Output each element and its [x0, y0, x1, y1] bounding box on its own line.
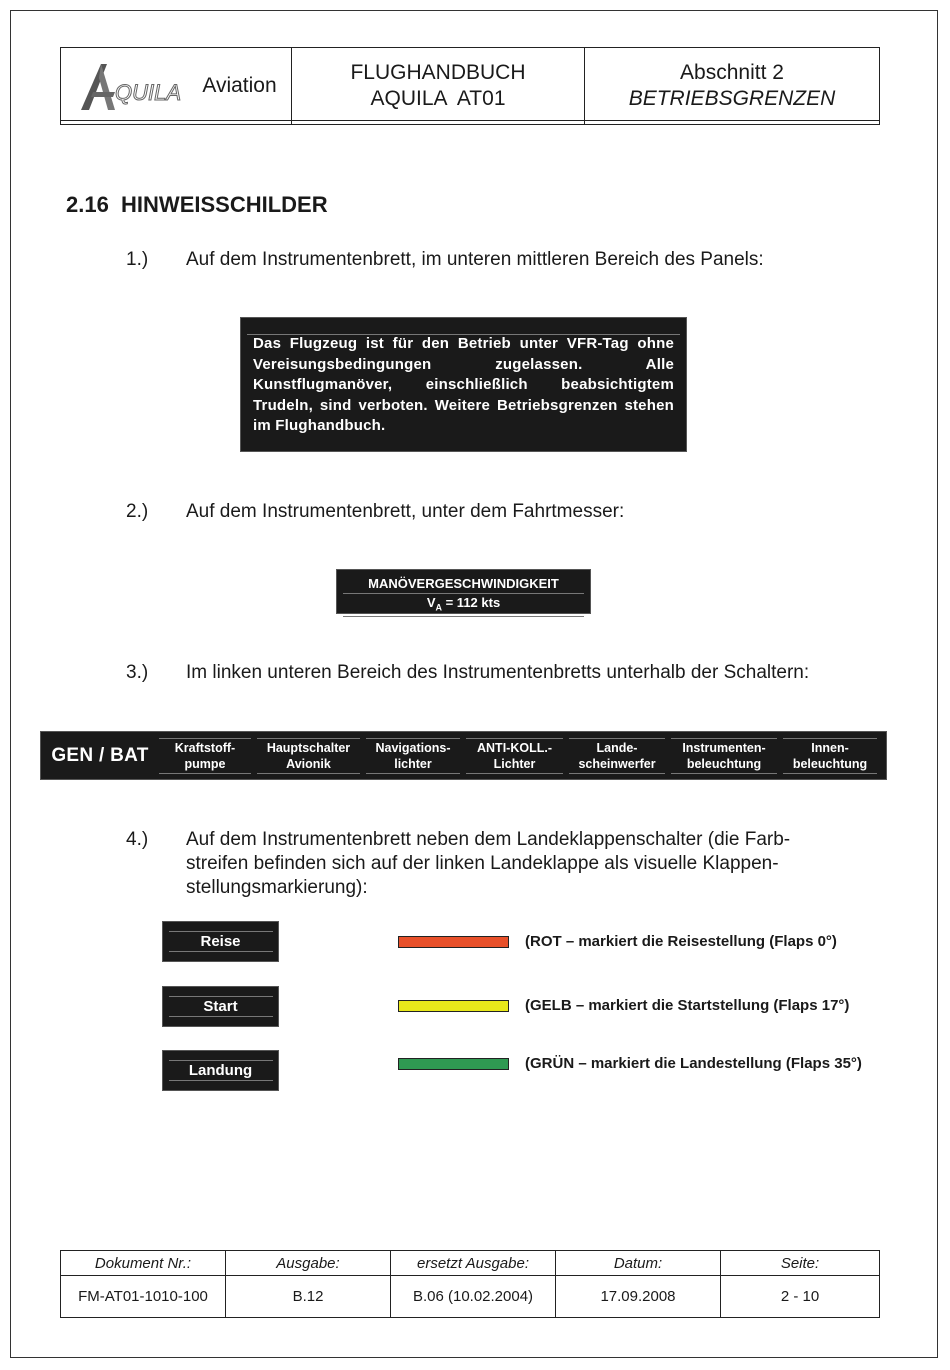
footer-header: ersetzt Ausgabe:	[391, 1251, 556, 1276]
switch-label-line: ANTI-KOLL.-	[466, 738, 563, 756]
manual-title	[292, 48, 585, 124]
title-line-1: FLUGHANDBUCH	[350, 61, 526, 84]
section-name: BETRIEBSGRENZEN	[628, 87, 836, 110]
footer-value-row	[61, 1276, 880, 1318]
document-number: FM-AT01-1010-100	[61, 1276, 226, 1318]
switch-label-placard	[40, 731, 887, 780]
switch-label-line: Innen-	[783, 738, 877, 756]
switch-label-anti-coll	[466, 738, 563, 774]
section-number: Abschnitt 2	[680, 61, 784, 84]
notice-placard	[240, 317, 687, 452]
switch-label-line: Instrumenten-	[671, 738, 777, 756]
logo-suffix: Aviation	[202, 74, 277, 97]
switch-label-line: beleuchtung	[783, 756, 877, 774]
switch-label-line: Hauptschalter	[257, 738, 360, 756]
speed-symbol: V	[426, 595, 436, 610]
flap-placard-label: Start	[169, 996, 273, 1017]
replaced-edition: B.06 (10.02.2004)	[391, 1276, 556, 1318]
footer-header: Seite:	[721, 1251, 880, 1276]
footer-header: Ausgabe:	[226, 1251, 391, 1276]
page-number: 2 - 10	[721, 1276, 880, 1318]
item-text: Auf dem Instrumentenbrett neben dem Landeklappenschalter (die Farb-streifen befinden sich auf der linken Landeklappe als visuelle Klappen-stellungsmarkierung):	[186, 829, 791, 898]
speed-placard-value	[343, 595, 584, 617]
speed-subscript: A	[435, 602, 442, 613]
logo-cell	[61, 48, 292, 124]
speed-value: = 112 kts	[441, 595, 501, 610]
switch-label-line: Avionik	[257, 756, 360, 774]
switch-label-line: lichter	[366, 756, 460, 774]
title-line-2: AQUILA AT01	[370, 87, 506, 110]
maneuvering-speed-placard	[336, 569, 591, 614]
item-text: Auf dem Instrumentenbrett, unter dem Fahrtmesser:	[186, 501, 625, 522]
flap-placard-cruise	[162, 921, 279, 962]
switch-label-landing-light	[569, 738, 665, 774]
switch-label-line: pumpe	[159, 756, 251, 774]
switch-label-line: Lande-	[569, 738, 665, 756]
switch-label-line: scheinwerfer	[569, 756, 665, 774]
switch-label-cabin-light	[783, 738, 877, 774]
footer-header-row	[61, 1251, 880, 1276]
switch-label-line: Kraftstoff-	[159, 738, 251, 756]
item-number: 3.)	[126, 662, 149, 683]
item-number: 4.)	[126, 829, 149, 850]
speed-placard-title: MANÖVERGESCHWINDIGKEIT	[343, 576, 584, 594]
gen-bat-label: GEN / BAT	[51, 744, 149, 766]
footer-header: Datum:	[556, 1251, 721, 1276]
switch-label-line: Navigations-	[366, 738, 460, 756]
switch-label-avionics	[257, 738, 360, 774]
switch-label-line: Lichter	[466, 756, 563, 774]
flap-placard-label: Reise	[169, 931, 273, 952]
yellow-color-stripe	[398, 1000, 509, 1012]
red-color-stripe	[398, 936, 509, 948]
section-info	[585, 48, 879, 124]
notice-placard-text: Das Flugzeug ist für den Betrieb unter VFR-Tag ohne Vereisungsbedingungen zugelassen. Alle Kunstflugmanöver, einschließlich beabsichtigtem Trudeln, sind verboten. Weitere Betriebsgrenzen stehen im Flughandbuch.	[253, 335, 674, 434]
document-footer	[60, 1250, 880, 1318]
item-text: Im linken unteren Bereich des Instrumentenbretts unterhalb der Schaltern:	[186, 662, 810, 683]
svg-text:QUILA: QUILA	[115, 80, 182, 105]
green-color-stripe	[398, 1058, 509, 1070]
footer-header: Dokument Nr.:	[61, 1251, 226, 1276]
edition: B.12	[226, 1276, 391, 1318]
item-number: 2.)	[126, 501, 149, 522]
switch-label-fuel-pump	[159, 738, 251, 774]
item-number: 1.)	[126, 249, 149, 270]
flap-description: (GRÜN – markiert die Landestellung (Flaps 35°)	[525, 1055, 862, 1072]
document-header	[60, 47, 880, 125]
item-text: Auf dem Instrumentenbrett, im unteren mittleren Bereich des Panels:	[186, 249, 764, 270]
flap-placard-landing	[162, 1050, 279, 1091]
flap-placard-takeoff	[162, 986, 279, 1027]
switch-label-line: beleuchtung	[671, 756, 777, 774]
flap-placard-label: Landung	[169, 1060, 273, 1081]
flap-description: (GELB – markiert die Startstellung (Flaps 17°)	[525, 997, 850, 1014]
section-heading: 2.16 HINWEISSCHILDER	[66, 192, 328, 217]
switch-label-instrument-light	[671, 738, 777, 774]
aquila-logo	[75, 56, 276, 116]
flap-description: (ROT – markiert die Reisestellung (Flaps 0°)	[525, 933, 837, 950]
aquila-logo-icon	[75, 56, 200, 116]
date: 17.09.2008	[556, 1276, 721, 1318]
switch-label-nav-lights	[366, 738, 460, 774]
